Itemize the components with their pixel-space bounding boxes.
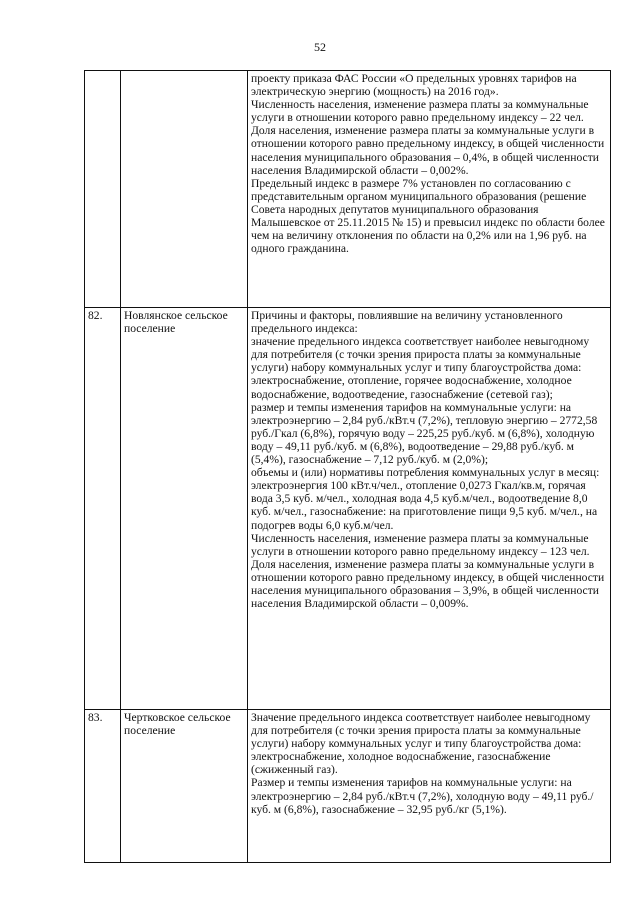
description-cell bbox=[248, 710, 611, 863]
description-paragraph: Численность населения, изменение размера платы за коммунальные услуги в отношении которого равно предельному индексу – 123 чел. bbox=[251, 531, 590, 558]
row-number-cell: 82. bbox=[85, 308, 121, 710]
description-paragraph: Причины и факторы, повлиявшие на величину установленного предельного индекса: bbox=[251, 309, 563, 336]
row-number-cell: 83. bbox=[85, 710, 121, 863]
municipality-name-cell bbox=[121, 71, 248, 308]
table-row bbox=[85, 710, 611, 863]
description-paragraph: объемы и (или) нормативы потребления коммунальных услуг в месяц: электроэнергия 100 кВт.ч/чел., отопление 0,0273 Гкал/кв.м, горячая вода 3,5 куб. м/чел., холодная вода 4,5 куб.м/чел., водоотведение 8,0 куб. м/чел., газоснабжение: на приготовление пищи 9,5 куб. м/чел., на подогрев воды 6,0 куб.м/чел. bbox=[251, 466, 600, 532]
description-paragraph: размер и темпы изменения тарифов на коммунальные услуги: на электроэнергию – 2,84 руб./кВт.ч (7,2%), тепловую энергию – 2772,58 руб./Гкал (6,8%), горячую воду – 225,25 руб./куб. м (6,8%), холодную воду – 49,11 руб./куб. м (6,8%), водоотведение – 29,88 руб./куб. м (5,4%), газоснабжение – 7,12 руб./куб. м (2,0%); bbox=[251, 400, 598, 467]
page-number: 52 bbox=[314, 40, 326, 54]
description-paragraph: Значение предельного индекса соответствует наиболее невыгодному для потребителя (с точки зрения прироста платы за коммунальные услуги) набору коммунальных услуг и типу благоустройства дома: электроснабжение, холодное водоснабжение, газоснабжение (сжиженный газ). bbox=[251, 711, 591, 777]
description-paragraph: Предельный индекс в размере 7% установлен по согласованию с представительным органом муниципального образования (решение Совета народных депутатов муниципального образования Малышевское от 25.11.2015 № 15) и превысил индекс по области более чем на величину отклонения по области на 0,2% или на 1,96 руб. на одного гражданина. bbox=[251, 176, 605, 256]
municipality-name-cell: Чертковское сельское поселение bbox=[121, 710, 248, 863]
description-paragraph: Доля населения, изменение размера платы за коммунальные услуги в отношении которого равно предельному индексу, в общей численности населения муниципального образования – 3,9%, в общей численности населения Владимирской области – 0,009%. bbox=[251, 557, 605, 611]
description-cell bbox=[248, 71, 611, 308]
municipal-index-table bbox=[84, 70, 611, 863]
row-number-cell bbox=[85, 71, 121, 308]
description-paragraph: значение предельного индекса соответствует наиболее невыгодному для потребителя (с точки зрения прироста платы за коммунальные услуги) набору коммунальных услуг и типу благоустройства дома: электроснабжение, отопление, горячее водоснабжение, холодное водоснабжение, водоотведение, газоснабжение (сетевой газ); bbox=[251, 335, 590, 401]
description-paragraph: проекту приказа ФАС России «О предельных уровнях тарифов на электрическую энергию (мощность) на 2016 год». bbox=[251, 72, 577, 99]
table-row bbox=[85, 71, 611, 308]
municipality-name-cell: Новлянское сельское поселение bbox=[121, 308, 248, 710]
description-paragraph: Доля населения, изменение размера платы за коммунальные услуги в отношении которого равно предельному индексу, в общей численности населения муниципального образования – 0,4%, в общей численности населения Владимирской области – 0,002%. bbox=[251, 124, 605, 177]
description-cell bbox=[248, 308, 611, 710]
description-paragraph: Численность населения, изменение размера платы за коммунальные услуги в отношении которого равно предельному индексу – 22 чел. bbox=[251, 98, 589, 125]
table-row bbox=[85, 308, 611, 710]
description-paragraph: Размер и темпы изменения тарифов на коммунальные услуги: на электроэнергию – 2,84 руб./кВт.ч (7,2%), холодную воду – 49,11 руб./куб. м (6,8%), газоснабжение – 32,95 руб./кг (5,1%). bbox=[251, 776, 594, 816]
